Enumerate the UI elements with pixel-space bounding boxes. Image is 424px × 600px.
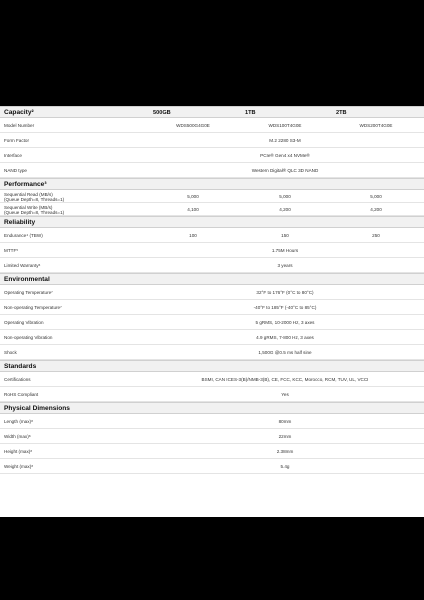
row-label: Endurance⁴ (TBW) [4,233,43,238]
capacity-title: Capacity² [4,109,34,116]
row-width [0,429,424,444]
cell-2tb: 5,000 [370,194,382,199]
row-label [4,205,64,215]
row-label: Non-operating Temperature⁷ [4,305,62,310]
row-label: Limited Warranty⁶ [4,263,41,268]
row-label: Width (max)⁸ [4,434,31,439]
row-value: Yes [281,392,289,397]
cell-1tb: 5,000 [279,194,291,199]
section-environmental: Environmental [0,273,424,285]
row-model-number [0,118,424,133]
section-performance: Performance³ [0,178,424,190]
row-non-operating-vibration [0,330,424,345]
capacity-header [0,106,424,118]
cell-2tb: 250 [372,233,380,238]
row-limited-warranty [0,258,424,273]
cell-2tb: WDS200T4G0E [359,123,393,128]
cell-1tb: WDS100T4G0E [268,123,302,128]
row-label: Height (max)⁸ [4,449,33,454]
row-label: Shock [4,350,17,355]
column-2tb: 2TB [336,110,347,116]
row-nand-type [0,163,424,178]
row-value: PCIe® Gen4 x4 NVMe® [260,153,310,158]
label-line2: (Queue Depth=8, Threads=1) [4,209,65,215]
cell-2tb: 4,200 [370,207,382,212]
row-label: Weight (max)⁸ [4,464,34,469]
row-mttf [0,243,424,258]
row-value: 80mm [278,419,292,424]
row-weight [0,459,424,474]
row-value: M.2 2280 S3-M [269,138,301,143]
row-value: 1,500G @0.5 ms half sine [258,350,312,355]
section-physical-dimensions: Physical Dimensions [0,402,424,414]
row-label: Operating Vibration [4,320,44,325]
row-value: 32°F to 176°F (0°C to 80°C) [256,290,314,295]
row-sequential-write [0,203,424,216]
cell-500gb: 4,100 [187,207,199,212]
row-label: NAND type [4,168,27,173]
column-500gb: 500GB [153,110,171,116]
spec-sheet [0,106,424,517]
row-label: Model Number [4,123,35,128]
row-length [0,414,424,429]
row-value: 5 gRMS, 10-2000 Hz, 3 axes [255,320,315,325]
row-value: 4.9 gRMS, 7-800 Hz, 3 axes [256,335,314,340]
column-1tb: 1TB [245,110,256,116]
row-label: Length (max)⁸ [4,419,34,424]
row-value: -40°F to 185°F (-40°C to 85°C) [253,305,317,310]
cell-1tb: 4,200 [279,207,291,212]
row-label: MTTF⁵ [4,248,19,253]
row-label [4,192,64,202]
row-operating-temperature [0,285,424,300]
row-rohs-compliant [0,387,424,402]
section-standards: Standards [0,360,424,372]
row-form-factor [0,133,424,148]
row-shock [0,345,424,360]
label-line2: (Queue Depth=8, Threads=1) [4,196,65,202]
row-sequential-read [0,190,424,203]
cell-500gb: 5,000 [187,194,199,199]
row-label: Non-operating Vibration [4,335,53,340]
section-reliability: Reliability [0,216,424,228]
row-value: BSMI, CAN ICES-3(B)/NMB-3(B), CE, FCC, KCC, Morocco, RCM, TUV, UL, VCCI [201,377,369,382]
cell-500gb: WDS500G4G0E [176,123,210,128]
row-label: Interface [4,153,22,158]
label-line1: Sequential Read (MB/s) [4,191,53,197]
row-label: RoHS Compliant [4,392,39,397]
label-line1: Sequential Write (MB/s) [4,204,53,210]
row-non-operating-temperature [0,300,424,315]
row-value: 2.38mm [276,449,294,454]
row-label: Operating Temperature⁷ [4,290,53,295]
row-value: 5.4g [280,464,290,469]
row-value: Western Digital® QLC 3D NAND [251,168,319,173]
row-value: 1.75M Hours [271,248,299,253]
row-endurance [0,228,424,243]
row-interface [0,148,424,163]
row-label: Certifications [4,377,31,382]
row-operating-vibration [0,315,424,330]
row-value: 22mm [278,434,292,439]
row-value: 3 years [277,263,293,268]
cell-500gb: 100 [189,233,197,238]
cell-1tb: 150 [281,233,289,238]
row-certifications [0,372,424,387]
row-height [0,444,424,459]
row-label: Form Factor [4,138,30,143]
